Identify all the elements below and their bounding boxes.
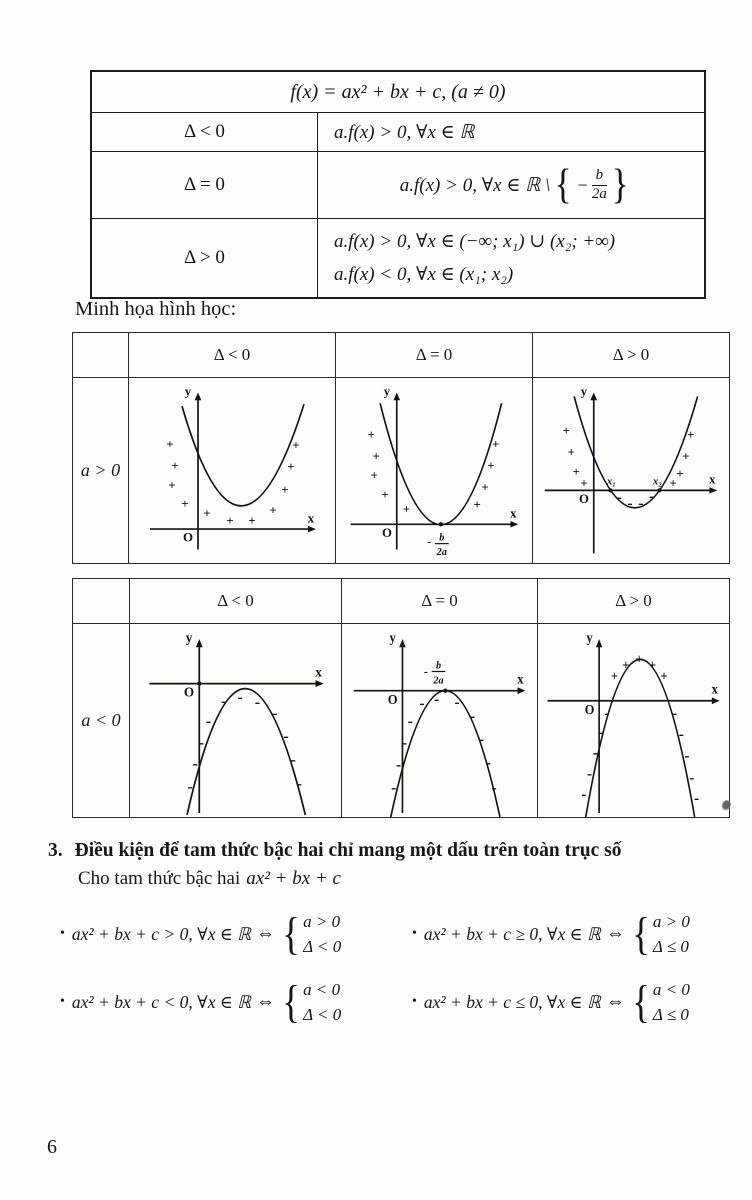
graph-slot [129,623,341,817]
formula-bullet-4: • ax² + bx + c ≤ 0, ∀x ∈ ℝ ⇔ { a < 0 Δ ≤ 0 [412,976,690,1027]
parabola-graph-a-pos-delta-neg [132,379,332,563]
x-axis-label: x [711,681,718,697]
y-axis-arrow [399,639,406,647]
illustration-caption: Minh họa hình học: [75,298,237,320]
minus-mark: - [198,732,204,751]
intro-text: Cho tam thức bậc hai [78,868,241,889]
plus-mark: + [635,651,643,666]
y-axis-label: y [389,630,396,645]
minus-mark: - [407,712,413,730]
fraction-denominator: 2a [591,185,607,202]
plus-mark: + [676,466,684,481]
minus-mark: - [470,707,476,725]
formula-bullet-2: • ax² + bx + c ≥ 0, ∀x ∈ ℝ ⇔ { a > 0 Δ ≤ 0 [412,908,690,959]
result-cell [318,113,704,151]
y-axis-arrow [195,639,202,647]
column-header-delta-pos: Δ > 0 [537,579,729,623]
vertex-frac-sign: - [427,535,432,549]
plus-mark: + [181,496,189,511]
graph-slot [128,377,335,563]
cases-stack [653,977,690,1028]
plus-mark: + [402,502,411,517]
plus-mark: + [660,668,668,684]
plus-mark: + [372,448,380,463]
case-line: a > 0 [303,911,341,931]
minus-mark: - [616,488,622,506]
table-row-delta-zero [92,151,704,218]
minus-mark: - [689,768,695,787]
condition-formulas [60,900,742,1036]
minus-mark: - [419,694,425,712]
minus-mark: - [678,725,684,743]
plus-mark: + [166,437,174,452]
table-header-formula: f(x) = ax² + bx + c, (a ≠ 0) [92,72,704,113]
plus-mark: + [171,458,179,473]
axis-point [197,681,201,685]
sign-rule-table [90,70,706,299]
case-line: Δ < 0 [303,1005,342,1024]
origin-label: O [579,491,589,506]
minus-mark: - [433,690,440,708]
origin-label: O [183,684,194,700]
row-label-a-positive: a > 0 [73,377,128,563]
vertex-frac-num: b [439,532,445,544]
plus-mark: + [248,513,256,528]
formula-text: a.f(x) > 0, ∀x ∈ (−∞; x₁) ∪ (x₂; +∞) [334,230,616,252]
intro-formula: ax² + bx + c [246,868,341,889]
minus-mark: - [684,746,690,765]
formula-lhs: ax² + bx + c > 0, ∀x ∈ ℝ [71,923,252,944]
plus-mark: + [281,482,289,497]
case-line: a < 0 [303,979,341,999]
axis-point [439,522,443,526]
axis-point [657,488,661,492]
vertex-frac-den: 2a [436,546,447,558]
table-row-delta-neg [92,113,704,151]
cases-stack [653,909,690,960]
formula-text: a.f(x) > 0, ∀x ∈ ℝ \ [399,174,551,196]
plus-mark: + [682,448,690,463]
formula-bullet-3: • ax² + bx + c < 0, ∀x ∈ ℝ ⇔ { a < 0 Δ < 0 [60,976,342,1027]
vertex-frac-sign: - [423,663,428,679]
case-line: Δ < 0 [303,937,342,956]
plus-mark: + [562,423,570,438]
minus-mark: - [191,754,198,772]
plus-mark: + [649,657,657,673]
iff-arrow: ⇔ [256,923,276,944]
row-label-a-negative: a < 0 [73,623,129,817]
plus-mark: + [572,464,580,479]
y-axis-arrow [590,392,597,400]
minus-mark: - [604,704,610,722]
graph-slot [341,623,537,817]
minus-mark: - [391,779,397,797]
vertex-frac-den: 2a [433,674,444,687]
x-axis-label: x [510,506,517,520]
minus-mark: - [478,730,485,748]
plus-mark: + [203,506,211,520]
cases-stack [303,977,341,1028]
minus-mark: - [581,784,587,803]
minus-mark: - [186,777,193,796]
x-axis-label: x [709,472,716,487]
origin-label: O [182,530,194,545]
column-header-delta-neg: Δ < 0 [128,333,335,377]
plus-mark: + [226,513,234,528]
minus-mark: - [454,693,460,711]
plus-mark: + [381,487,389,502]
parabola-graph-a-neg-delta-pos [538,625,729,817]
fraction-b-over-2a [592,167,608,203]
result-cell [318,219,704,297]
root-label: x₂ [652,475,663,488]
minus-mark: - [254,692,260,711]
bullet-icon: • [60,926,65,941]
plus-mark: + [567,445,575,459]
result-cell: a.f(x) > 0, ∀x ∈ ℝ \ { − $\frac{b}{2a}$ } [399,162,629,208]
bullet-icon: • [412,926,417,941]
x-axis-arrow [315,680,323,687]
y-axis-arrow [596,639,602,647]
column-header-delta-zero: Δ = 0 [341,579,537,623]
x-axis-arrow [518,687,526,694]
bullet-icon: • [60,994,65,1009]
graph-slot [335,377,532,563]
section-heading [48,840,738,862]
parabola-graph-a-neg-delta-neg [134,625,338,817]
minus-mark: - [648,487,655,505]
x-axis-arrow [712,697,720,704]
plus-mark: + [481,479,489,494]
fraction-numerator: b [592,167,608,185]
minus-mark: - [296,774,302,793]
origin-label: O [387,692,398,707]
parabola-curve [187,688,305,814]
plus-mark: + [370,468,378,483]
minus-mark: - [485,753,491,772]
minus-mark: - [401,733,408,751]
section-title: Điều kiện để tam thức bậc hai chỉ mang một dấu trên toàn trục số [74,840,622,861]
plus-mark: + [580,476,588,490]
section-intro [78,868,341,890]
case-line: Δ ≤ 0 [652,1005,689,1024]
plus-mark: + [168,478,176,492]
minus-mark: - [587,764,593,783]
root-label: x₁ [606,475,616,488]
condition-cell: Δ = 0 [92,152,318,218]
graphs-grid [73,333,729,563]
x-axis-label: x [517,671,524,687]
iff-arrow: ⇔ [605,923,625,944]
formula-lhs: ax² + bx + c ≤ 0, ∀x ∈ ℝ [423,991,601,1012]
plus-mark: + [622,657,630,673]
plus-mark: + [687,427,695,442]
parabola-graph-a-pos-delta-pos [533,379,729,563]
plus-mark: + [292,438,300,453]
y-axis-label: y [586,630,593,645]
graph-slot [537,623,729,817]
formula-lhs: ax² + bx + c ≥ 0, ∀x ∈ ℝ [423,923,601,944]
condition-cell: Δ < 0 [92,113,318,151]
minus-mark: - [592,743,598,761]
y-axis-arrow [195,392,202,400]
parabola-graph-a-pos-delta-zero [336,379,532,563]
x-axis-label: x [307,511,315,525]
iff-arrow: ⇔ [256,991,276,1012]
minus-mark: - [598,723,604,741]
graphs-grid [73,579,729,817]
y-axis-label: y [580,384,588,398]
minus-mark: - [236,687,243,706]
graphs-table-a-negative [72,578,730,818]
section-number: 3. [48,840,63,861]
minus-mark: - [271,703,277,722]
parabola-curve [391,690,500,816]
page-number: 6 [47,1136,57,1158]
axis-point [443,688,447,692]
case-line: a < 0 [652,979,690,999]
minus-mark: - [395,755,402,774]
condition-cell: Δ > 0 [92,219,318,297]
minus-mark: - [220,691,226,710]
minus-mark: - [638,494,644,512]
iff-arrow: ⇔ [605,991,625,1012]
origin-label: O [584,702,595,717]
column-header-delta-neg: Δ < 0 [129,579,341,623]
formula-text: a.f(x) < 0, ∀x ∈ (x₁; x₂) [334,264,514,285]
plus-mark: + [287,459,295,474]
x-axis-arrow [308,525,316,532]
axis-point [608,488,612,492]
y-axis-arrow [393,392,400,400]
parabola-graph-a-neg-delta-zero [342,625,537,817]
table-row-delta-pos [92,218,704,297]
minus-mark: - [491,779,497,797]
case-line: Δ ≤ 0 [652,937,689,956]
plus-mark: + [367,427,375,442]
minus-mark: - [282,726,289,745]
graph-slot [532,377,729,563]
y-axis-label: y [383,384,391,398]
case-line: a > 0 [652,911,690,931]
y-axis-label: y [185,629,192,645]
corner-cell [73,579,129,623]
minus-mark: - [672,704,678,722]
plus-mark: + [610,668,618,684]
plus-mark: + [473,497,481,512]
plus-mark: + [669,476,677,490]
minus-mark: - [693,788,700,807]
formula-bullet-1: • ax² + bx + c > 0, ∀x ∈ ℝ ⇔ { a > 0 Δ < 0 [60,908,342,959]
minus-mark: - [289,750,296,768]
fraction-sign: − [576,174,589,195]
column-header-delta-pos: Δ > 0 [532,333,729,377]
origin-label: O [382,525,392,540]
plus-mark: + [492,437,500,452]
corner-cell [73,333,128,377]
formula-text: a.f(x) > 0, ∀x ∈ ℝ [334,121,475,143]
minus-mark: - [205,711,211,730]
column-header-delta-zero: Δ = 0 [335,333,532,377]
y-axis-label: y [184,384,192,398]
plus-mark: + [487,458,495,473]
graphs-table-a-positive [72,332,730,564]
minus-mark: - [627,494,633,512]
cases-stack [303,909,341,960]
bullet-icon: • [412,994,417,1009]
parabola-curve [380,403,502,525]
vertex-frac-num: b [435,659,442,672]
formula-lhs: ax² + bx + c < 0, ∀x ∈ ℝ [71,991,252,1012]
x-axis-arrow [709,487,717,494]
plus-mark: + [269,503,277,518]
x-axis-label: x [314,664,322,680]
x-axis-arrow [510,520,518,527]
